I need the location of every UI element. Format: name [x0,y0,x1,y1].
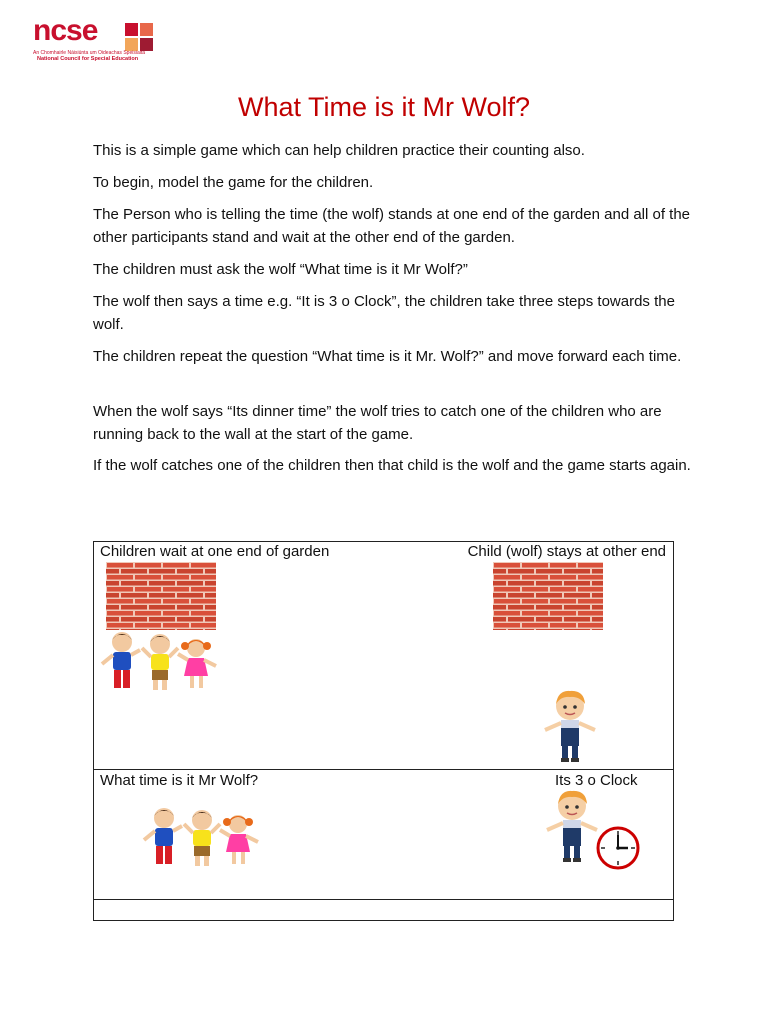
paragraph-ask: The children must ask the wolf “What time is it Mr Wolf?” [93,261,468,278]
table-divider [94,769,673,770]
page-title: What Time is it Mr Wolf? [237,92,531,122]
children-group-icon [100,630,224,699]
paragraph-dinner: When the wolf says “Its dinner time” the wolf tries to catch one of the children who are running back to the wall at the start of the game. [93,403,662,443]
paragraph-steps: The wolf then says a time e.g. “It is 3 o Clock”, the children take three steps towards the wolf. [93,293,675,333]
paragraph-catch: If the wolf catches one of the children then that child is the wolf and the game starts again. [93,457,691,474]
logo-irish-name: An Chomhairle Náisiúnta um Oideachas Speisialta [33,50,146,56]
row2-left-caption: What time is it Mr Wolf? [100,772,259,789]
row1-left-caption: Children wait at one end of garden [100,543,330,560]
logo-english-name: National Council for Special Education [37,56,139,62]
row2-right-caption: Its 3 o Clock [555,772,638,789]
paragraph-repeat: The children repeat the question “What time is it Mr. Wolf?” and move forward each time. [93,348,682,365]
logo-squares-icon [125,23,155,53]
brick-wall-icon [493,562,603,630]
paragraph-begin: To begin, model the game for the children. [93,174,374,191]
paragraph-intro: This is a simple game which can help children practice their counting also. [93,142,585,159]
brick-wall-icon [106,562,216,630]
clock-icon [596,826,640,875]
wolf-boy-icon [543,790,601,869]
row1-right-caption: Child (wolf) stays at other end [467,543,666,560]
children-group-icon [142,806,266,875]
illustration-table [93,541,674,921]
ncse-logo [33,14,163,64]
logo-wordmark: ncse [33,14,98,47]
paragraph-positions: The Person who is telling the time (the wolf) stands at one end of the garden and all of the other participants stand and wait at the other end of the garden. [93,206,691,246]
wolf-boy-icon [541,690,599,769]
table-divider [94,899,673,900]
